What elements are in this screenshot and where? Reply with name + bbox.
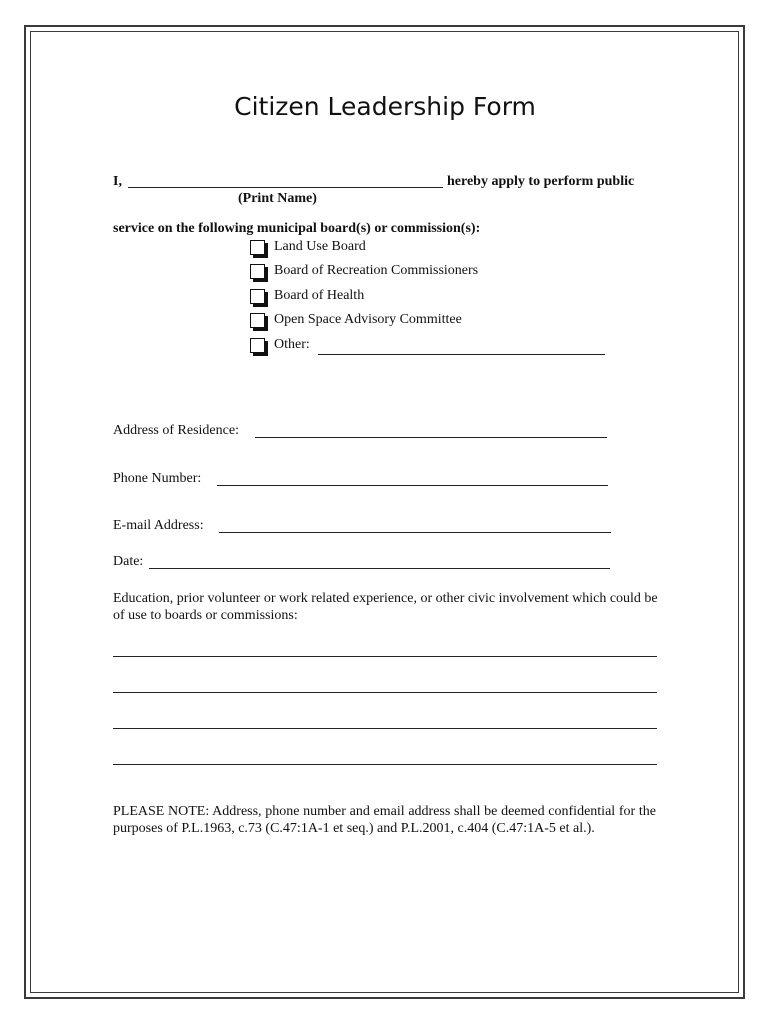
form-title: Citizen Leadership Form xyxy=(234,92,536,121)
confidentiality-note: PLEASE NOTE: Address, phone number and email address shall be deemed confidential for the purposes of P.L.1963, c.73 (C.47:1A-1 et seq.) and P.L.2001, c.404 (C.47:1A-5 et al.). xyxy=(113,804,656,836)
checkbox-icon[interactable] xyxy=(250,313,265,328)
print-name-field[interactable] xyxy=(128,187,443,188)
board-option-label: Open Space Advisory Committee xyxy=(274,312,462,327)
experience-line[interactable] xyxy=(113,728,657,729)
board-option-open-space[interactable] xyxy=(250,312,462,328)
date-field[interactable] xyxy=(149,568,610,569)
checkbox-icon[interactable] xyxy=(250,264,265,279)
board-option-label: Other: xyxy=(274,337,310,352)
email-field[interactable] xyxy=(219,532,611,533)
address-label: Address of Residence: xyxy=(113,423,239,438)
experience-line[interactable] xyxy=(113,764,657,765)
print-name-caption: (Print Name) xyxy=(238,191,317,206)
phone-label: Phone Number: xyxy=(113,471,202,486)
experience-line[interactable] xyxy=(113,656,657,657)
checkbox-icon[interactable] xyxy=(250,338,265,353)
address-field[interactable] xyxy=(255,437,607,438)
experience-line[interactable] xyxy=(113,692,657,693)
board-option-label: Board of Recreation Commissioners xyxy=(274,263,479,278)
checkbox-icon[interactable] xyxy=(250,289,265,304)
board-option-other[interactable] xyxy=(250,337,310,353)
date-label: Date: xyxy=(113,554,144,569)
service-line: service on the following municipal board(s) or commission(s): xyxy=(113,221,481,236)
experience-prompt: Education, prior volunteer or work related experience, or other civic involvement which could be of use to boards or commissions: xyxy=(113,591,658,623)
board-option-label: Board of Health xyxy=(274,288,365,303)
board-option-land-use[interactable] xyxy=(250,239,366,255)
other-board-field[interactable] xyxy=(318,354,605,355)
phone-field[interactable] xyxy=(217,485,608,486)
intro-suffix: hereby apply to perform public xyxy=(447,174,635,189)
intro-prefix: I, xyxy=(113,174,122,189)
board-option-label: Land Use Board xyxy=(274,239,366,254)
email-label: E-mail Address: xyxy=(113,518,204,533)
board-option-health[interactable] xyxy=(250,288,364,304)
board-option-recreation[interactable] xyxy=(250,263,478,279)
checkbox-icon[interactable] xyxy=(250,240,265,255)
